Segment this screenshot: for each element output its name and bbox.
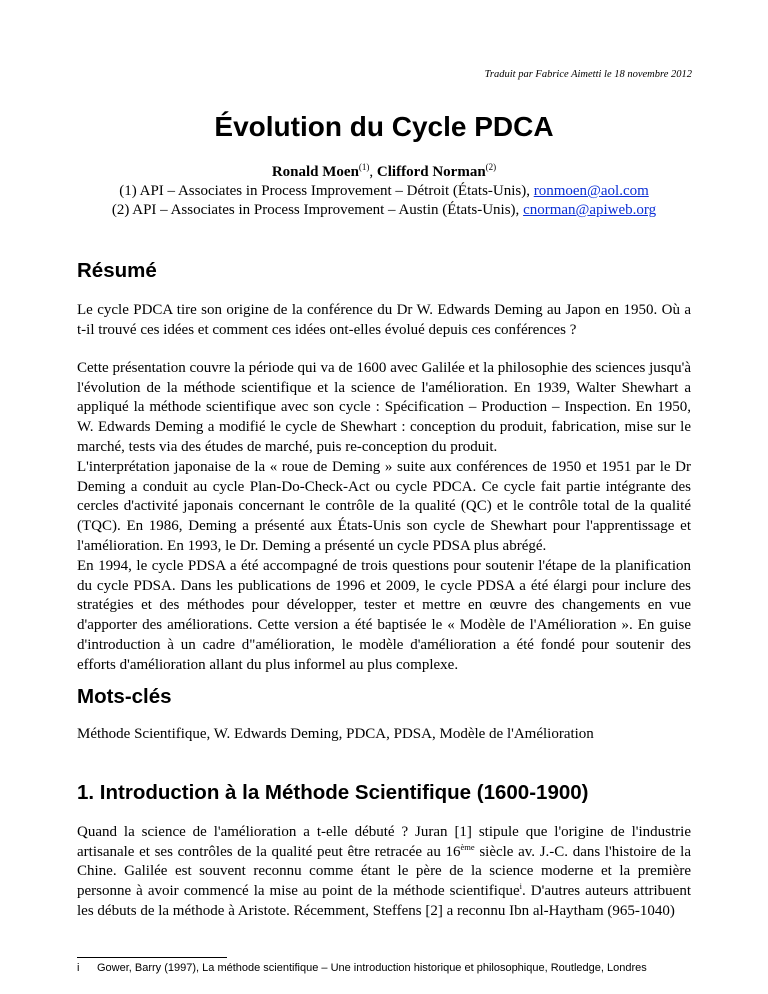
author-block (0, 163, 768, 220)
resume-paragraph-2: Cette présentation couvre la période qui va de 1600 avec Galilée et la philosophie des sciences jusqu'à l'évolution de la méthode scientifique et la science de l'amélioration. En 1939, Walter Shewhart a appliqué la méthode scientifique avec son cycle : Spécification – Production – Inspection. En 1950, W. Edwards Deming a modifié le cycle de Shewhart : conception du produit, fabrication, mise sur le marché, tests via des études de marché, puis re-conception du produit. (77, 360, 691, 455)
keywords-text: Méthode Scientifique, W. Edwards Deming, PDCA, PDSA, Modèle de l'Amélioration (77, 726, 594, 742)
author-ref-2: (2) (485, 162, 497, 172)
email-link-1[interactable]: ronmoen@aol.com (533, 183, 649, 199)
century-superscript: ème (460, 841, 475, 852)
resume-paragraph-1: Le cycle PDCA tire son origine de la conférence du Dr W. Edwards Deming au Japon en 1950. Où a t-il trouvé ces idées et comment ces idées ont-elles évolué depuis ces conférences ? (77, 302, 691, 338)
footnote-text: Gower, Barry (1997), La méthode scientifique – Une introduction historique et philosophique, Routledge, Londres (97, 962, 647, 974)
translator-note: Traduit par Fabrice Aimetti le 18 novembre 2012 (484, 69, 692, 80)
keywords-heading: Mots-clés (77, 685, 172, 708)
section-1-text-part-3: . D'autres auteurs attribuent les débuts de la méthode à Aristote. Récemment, Steffens [2] a reconnu Ibn al-Haytham (965-1040) (77, 883, 691, 919)
footnote-reference: i (519, 881, 523, 892)
resume-paragraph-3: L'interprétation japonaise de la « roue de Deming » suite aux conférences de 1950 et 1951 par le Dr Deming a conduit au cycle Plan-Do-Check-Act ou cycle PDCA. Ce cycle fait partie intégrante des cercles d'activité japonais concernant le contrôle de la qualité (QC) et le contrôle total de la qualité (TQC). En 1986, Deming a présenté aux États-Unis son cycle de Shewhart pour l'apprentissage et l'amélioration. En 1993, le Dr. Deming a présenté un cycle PDSA plus abrégé. (77, 459, 691, 554)
footnote-mark: i (77, 962, 80, 974)
author-ref-1: (1) (358, 162, 370, 172)
section-1-text-part-2: siècle av. J.-C. dans l'histoire de la Chine. Galilée est souvent reconnu comme étant le père de la science moderne et la première personne à avoir commencé la mise au point de la méthode scientifique (77, 843, 691, 900)
footnote (77, 961, 717, 975)
paper-title: Évolution du Cycle PDCA (214, 111, 554, 142)
resume-paragraph-4: En 1994, le cycle PDSA a été accompagné de trois questions pour soutenir l'étape de la planification du cycle PDSA. Dans les publications de 1996 et 2009, le cycle PDSA a été élargi pour inclure des stratégies et des méthodes pour développer, tester et mettre en œuvre des changements en vue d'apporter des améliorations. Cette version a été baptisée le « Modèle de l'Amélioration ». En guise d'introduction à un cadre d"amélioration, le modèle d'amélioration a été fondé pour soutenir des efforts d'amélioration allant du plus informel au plus complexe. (77, 558, 691, 673)
author-name-1: Ronald Moen (271, 164, 359, 180)
author-line (0, 163, 768, 182)
author-separator: , (369, 164, 377, 180)
affiliation-1 (0, 182, 768, 201)
affiliation-2 (0, 201, 768, 220)
affiliation-2-text: (2) API – Associates in Process Improvement – Austin (États-Unis), (111, 202, 524, 218)
section-1-paragraph (77, 823, 691, 922)
affiliation-1-text: (1) API – Associates in Process Improvement – Détroit (États-Unis), (119, 183, 534, 199)
email-link-2[interactable]: cnorman@apiweb.org (523, 202, 657, 218)
author-name-2: Clifford Norman (376, 164, 486, 180)
section-1-heading: 1. Introduction à la Méthode Scientifique (1600-1900) (77, 781, 589, 804)
resume-heading: Résumé (77, 259, 157, 282)
footnote-divider (77, 957, 227, 958)
section-1-text-part-1: Quand la science de l'amélioration a t-elle débuté ? Juran [1] stipule que l'origine de l'industrie artisanale et ses contrôles de la qualité peut être retracée au 16 (77, 824, 691, 860)
